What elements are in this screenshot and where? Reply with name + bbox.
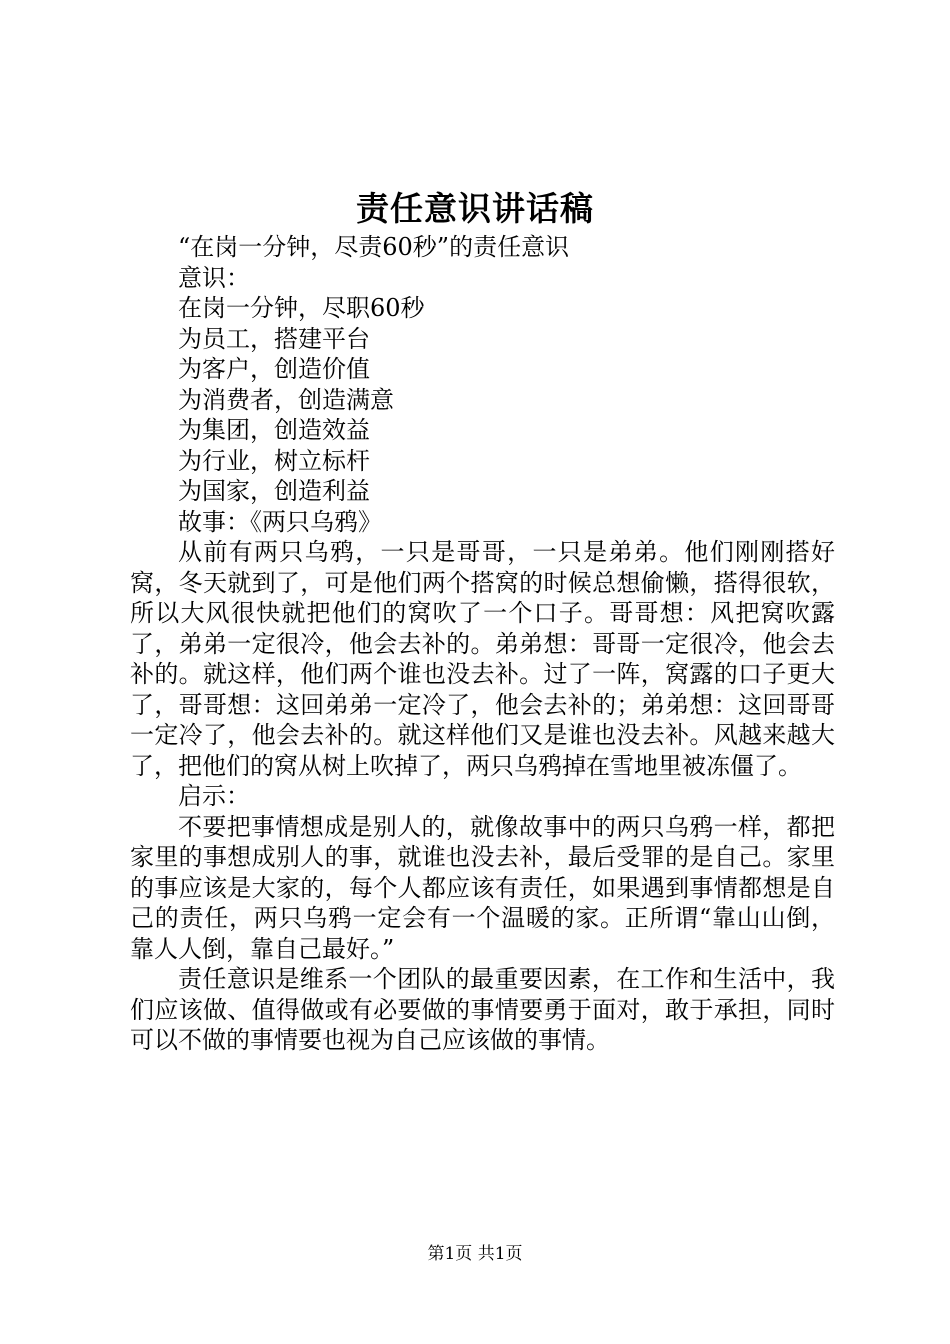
paragraph-employees: 为员工，搭建平台 bbox=[178, 324, 370, 353]
paragraph-insight-label: 启示： bbox=[178, 782, 250, 810]
paragraph-customers: 为客户，创造价值 bbox=[178, 355, 370, 383]
page-footer: 第1页 共1页 bbox=[427, 1244, 523, 1264]
paragraph-consumers: 为消费者，创造满意 bbox=[178, 385, 394, 414]
paragraph-story-label: 故事：《两只乌鸦》 bbox=[178, 507, 382, 536]
document-title: 责任意识讲话稿 bbox=[356, 189, 594, 228]
document-body bbox=[130, 232, 835, 1056]
paragraph-country: 为国家，创造利益 bbox=[178, 477, 370, 505]
paragraph-awareness-label: 意识： bbox=[178, 263, 250, 292]
paragraph-conclusion: 责任意识是维系一个团队的最重要因素，在工作和生活中，我们应该做、值得做或有必要做的事情要勇于面对，敢于承担，同时可以不做的事情要也视为自己应该做的事情。 bbox=[130, 965, 835, 1054]
paragraph-story: 从前有两只乌鸦，一只是哥哥，一只是弟弟。他们刚刚搭好窝，冬天就到了，可是他们两个搭窝的时候总想偷懒，搭得很软，所以大风很快就把他们的窝吹了一个口子。哥哥想：风把窝吹露了，弟弟一定很冷，他会去补的。弟弟想：哥哥一定很冷，他会去补的。就这样，他们两个谁也没去补。过了一阵，窝露的口子更大了，哥哥想：这回弟弟一定冷了，他会去补的；弟弟想：这回哥哥一定冷了，他会去补的。就这样他们又是谁也没去补。风越来越大了，把他们的窝从树上吹掉了，两只乌鸦掉在雪地里被冻僵了。 bbox=[130, 538, 835, 780]
paragraph-insight: 不要把事情想成是别人的，就像故事中的两只乌鸦一样，都把家里的事想成别人的事，就谁也没去补，最后受罪的是自己。家里的事应该是大家的，每个人都应该有责任，如果遇到事情都想是自己的责任，两只乌鸦一定会有一个温暖的家。正所谓“靠山山倒，靠人人倒，靠自己最好。” bbox=[130, 812, 835, 963]
paragraph-motto: 在岗一分钟，尽职60秒 bbox=[178, 294, 425, 322]
paragraph-industry: 为行业，树立标杆 bbox=[178, 446, 370, 475]
paragraph-subtitle: “在岗一分钟，尽责60秒”的责任意识 bbox=[178, 233, 570, 261]
paragraph-group: 为集团，创造效益 bbox=[178, 416, 370, 444]
